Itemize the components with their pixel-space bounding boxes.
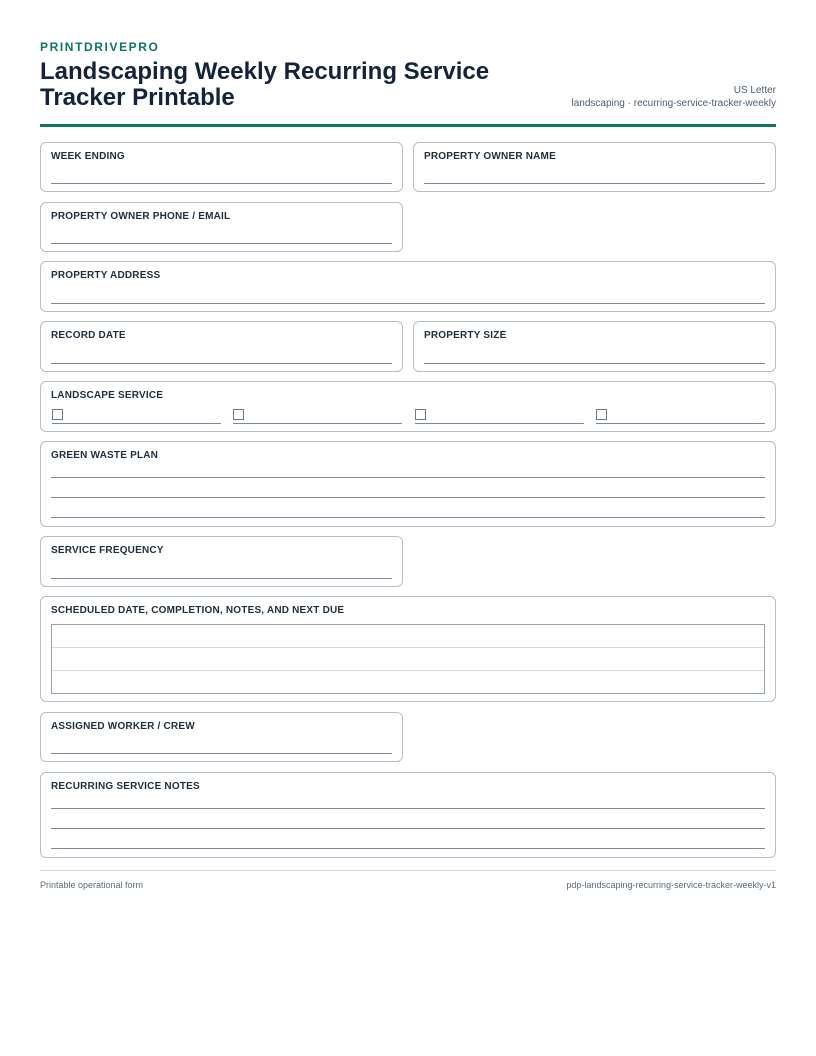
week-ending-field[interactable] [40,142,403,192]
service-option-3[interactable] [415,408,584,424]
checkbox[interactable] [415,409,426,420]
form-page [40,40,776,127]
owner-contact-line[interactable] [51,243,392,244]
brand-name: PRINTDRIVEPRO [40,40,160,54]
landscape-service-label: LANDSCAPE SERVICE [51,390,164,401]
table-row[interactable] [52,671,764,694]
property-size-label: PROPERTY SIZE [424,330,507,341]
recurring-notes-field[interactable] [40,772,776,858]
schedule-table-field [40,596,776,702]
table-row[interactable] [52,648,764,671]
footer-left-text: Printable operational form [40,880,144,890]
green-waste-plan-field[interactable] [40,441,776,527]
page-title: Landscaping Weekly Recurring Service Tracker Printable [40,58,490,111]
green-waste-line[interactable] [51,477,765,478]
green-waste-line[interactable] [51,497,765,498]
property-address-label: PROPERTY ADDRESS [51,270,161,281]
assigned-worker-field[interactable] [40,712,403,762]
week-ending-line[interactable] [51,183,392,184]
green-waste-line[interactable] [51,517,765,518]
property-size-field[interactable] [413,321,776,372]
paper-size: US Letter [733,85,776,96]
record-date-line[interactable] [51,363,392,364]
owner-contact-field[interactable] [40,202,403,252]
week-ending-label: WEEK ENDING [51,151,125,162]
landscape-service-field [40,381,776,432]
notes-line[interactable] [51,848,765,849]
notes-line[interactable] [51,828,765,829]
form-header [40,54,776,127]
record-date-field[interactable] [40,321,403,372]
notes-line[interactable] [51,808,765,809]
property-size-line[interactable] [424,363,765,364]
property-address-field[interactable] [40,261,776,312]
service-option-1[interactable] [52,408,221,424]
form-tags: landscaping · recurring-service-tracker-weekly [571,98,776,109]
service-frequency-label: SERVICE FREQUENCY [51,545,164,556]
checkbox[interactable] [52,409,63,420]
footer-form-id: pdp-landscaping-recurring-service-tracker-weekly-v1 [566,880,776,890]
form-meta [571,84,776,110]
owner-name-field[interactable] [413,142,776,192]
checkbox[interactable] [233,409,244,420]
service-frequency-line[interactable] [51,578,392,579]
service-option-2[interactable] [233,408,402,424]
property-address-line[interactable] [51,303,765,304]
recurring-notes-label: RECURRING SERVICE NOTES [51,781,200,792]
checkbox[interactable] [596,409,607,420]
page-footer [40,870,776,901]
service-option-4[interactable] [596,408,765,424]
assigned-worker-label: ASSIGNED WORKER / CREW [51,721,195,732]
owner-contact-label: PROPERTY OWNER PHONE / EMAIL [51,211,231,222]
owner-name-line[interactable] [424,183,765,184]
assigned-worker-line[interactable] [51,753,392,754]
schedule-table-label: SCHEDULED DATE, COMPLETION, NOTES, AND NEXT DUE [51,605,345,616]
table-row[interactable] [52,625,764,648]
record-date-label: RECORD DATE [51,330,126,341]
schedule-table [51,624,765,694]
green-waste-plan-label: GREEN WASTE PLAN [51,450,159,461]
service-frequency-field[interactable] [40,536,403,587]
owner-name-label: PROPERTY OWNER NAME [424,151,556,162]
